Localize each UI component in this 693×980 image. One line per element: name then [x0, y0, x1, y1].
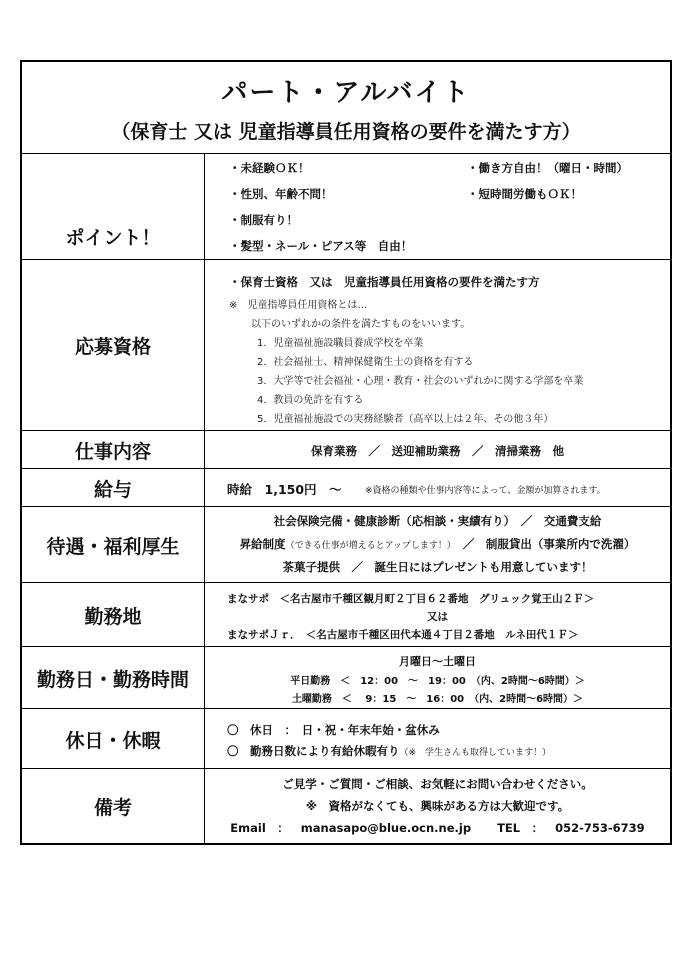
benefits-line: 茶菓子提供 ／ 誕生日にはプレゼントも用意しています！	[282, 560, 593, 574]
remarks-line: ※ 資格がなくても、興味がある方は大歓迎です。	[305, 799, 570, 813]
hours-weekday: 平日勤務 ＜ 12：00 ～ 19：00 （内、2時間～6時間）＞	[290, 676, 585, 687]
row-location	[22, 582, 670, 647]
remarks-content	[205, 769, 670, 844]
page-subtitle: （保育士 又は 児童指導員任用資格の要件を満たす方）	[111, 121, 581, 143]
holidays-note: （※ 学生さんも取得しています！）	[399, 748, 552, 758]
title-section	[22, 62, 670, 153]
benefits-uniform: ／ 制服貸出（事業所内で洗濯）	[451, 537, 636, 551]
email-label: Email ：	[230, 821, 289, 835]
location-or: 又は	[427, 611, 448, 623]
row-benefits	[22, 506, 670, 583]
holidays-line-2	[227, 743, 551, 759]
hours-days: 月曜日～土曜日	[399, 655, 476, 668]
work-text: 保育業務 ／ 送迎補助業務 ／ 清掃業務 他	[311, 444, 564, 458]
benefits-raise-note: （できる仕事が増えるとアップします！）	[285, 541, 452, 551]
hours-content	[205, 647, 670, 709]
holidays-line: 〇 休日 ： 日・祝・年末年始・盆休み	[227, 723, 440, 737]
row-holidays	[22, 708, 670, 769]
qualification-note-intro: 以下のいずれかの条件を満たすものをいいます。	[251, 319, 471, 330]
job-posting-table	[20, 60, 672, 845]
qualification-condition: 1．児童福祉施設職員養成学校を卒業	[257, 338, 424, 349]
location-line: まなサポ ＜名古屋市千種区観月町２丁目６２番地 グリュック覚王山２Ｆ＞	[227, 593, 595, 605]
row-work	[22, 430, 670, 469]
point-item: ・制服有り！	[229, 213, 298, 227]
location-content	[205, 583, 670, 647]
label-work: 仕事内容	[22, 431, 205, 469]
salary-main: 時給 1,150円 ～	[227, 482, 342, 497]
row-salary	[22, 468, 670, 507]
email-link[interactable]: manasapo@blue.ocn.ne.jp	[300, 821, 472, 835]
benefits-line: 社会保険完備・健康診断（応相談・実績有り） ／ 交通費支給	[273, 514, 602, 528]
salary-content	[205, 469, 670, 507]
label-benefits: 待遇・福利厚生	[22, 507, 205, 583]
point-item: ・働き方自由！（曜日・時間）	[467, 161, 628, 175]
qualification-condition: 4．教員の免許を有する	[257, 395, 364, 406]
label-salary: 給与	[22, 469, 205, 507]
salary-note: ※資格の種類や仕事内容等によって、金額が加算されます。	[365, 486, 606, 496]
benefits-line-2	[205, 536, 670, 552]
label-remarks: 備考	[22, 769, 205, 844]
label-point: ポイント！	[22, 154, 205, 318]
benefits-raise: 昇給制度	[239, 537, 286, 551]
qualification-condition: 5．児童福祉施設での実務経験者（高卒以上は２年、その他３年）	[257, 414, 554, 425]
label-hours: 勤務日・勤務時間	[22, 647, 205, 709]
work-content	[205, 431, 670, 469]
holidays-paid-leave: 〇 勤務日数により有給休暇有り	[227, 744, 400, 758]
remarks-line: ご見学・ご質問・ご相談、お気軽にお問い合わせください。	[282, 777, 593, 791]
row-remarks	[22, 768, 670, 844]
point-item: ・短時間労働もＯＫ！	[467, 187, 582, 201]
point-item: ・未経験ＯＫ！	[229, 161, 310, 175]
tel-link[interactable]: 052-753-6739	[555, 821, 645, 835]
label-qualification: 応募資格	[22, 260, 205, 431]
hours-saturday: 土曜勤務 ＜ 9：15 ～ 16：00 （内、2時間～6時間）＞	[291, 694, 584, 705]
qualification-content	[205, 260, 670, 431]
benefits-content	[205, 507, 670, 583]
label-holidays: 休日・休暇	[22, 709, 205, 769]
row-qualification	[22, 259, 670, 431]
holidays-content	[205, 709, 670, 769]
qualification-main: ・保育士資格 又は 児童指導員任用資格の要件を満たす方	[229, 275, 540, 289]
qualification-condition: 2．社会福祉士、精神保健衛生士の資格を有する	[257, 357, 474, 368]
page-title: パート・アルバイト	[221, 78, 471, 108]
point-item: ・髪型・ネール・ピアス等 自由！	[229, 239, 413, 253]
row-hours	[22, 646, 670, 709]
qualification-condition: 3．大学等で社会福祉・心理・教育・社会のいずれかに関する学部を卒業	[257, 376, 584, 387]
remarks-contact	[205, 820, 670, 836]
qualification-note-head: ※ 児童指導員任用資格とは…	[229, 300, 368, 311]
point-item: ・性別、年齢不問！	[229, 187, 333, 201]
tel-label: TEL ：	[497, 821, 544, 835]
location-line: まなサポＪｒ． ＜名古屋市千種区田代本通４丁目２番地 ルネ田代１Ｆ＞	[227, 629, 579, 641]
label-location: 勤務地	[22, 583, 205, 647]
